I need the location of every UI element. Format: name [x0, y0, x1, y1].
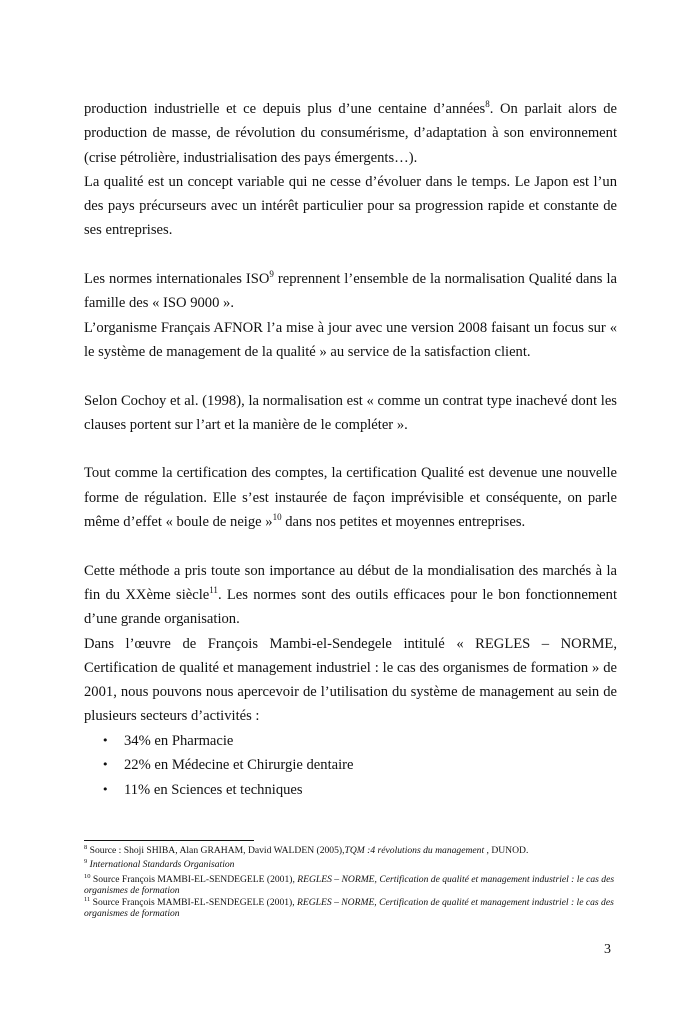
bullet-icon: • — [102, 758, 109, 772]
paragraph-intro: production industrielle et ce depuis plus d’une centaine d’années$^8$. On parlait alors de production de masse, de révolution du consumérisme, d’adaptation à son environnement (crise pétrolière, industrialisation des pays émergents…). — [84, 99, 617, 166]
bullet-icon: • — [102, 733, 109, 747]
footnote-ref-8[interactable]: 8 — [485, 99, 490, 109]
page-body — [84, 97, 617, 803]
page-number: 3 — [604, 942, 611, 957]
footnote-ref-11[interactable]: 11 — [209, 584, 218, 595]
paragraph-afnor: L’organisme Français AFNOR l’a mise à jour avec une version 2008 faisant un focus sur « le système de management de la qualité » au service de la satisfaction client. — [84, 319, 617, 360]
footnote-8: $^8$ Source : Shoji SHIBA, Alan GRAHAM, David WALDEN (2005),TQM :4 révolutions du management , DUNOD. — [84, 844, 529, 856]
paragraph-mambi-work: Dans l’œuvre de François Mambi-el-Sendegele intitulé « REGLES – NORME, Certification de qualité et management industriel : le cas des organismes de formation » de 2001, nous pouvons nous apercevoir de l’utilisation du système de management au sein de plusieurs secteurs d’activités : — [84, 635, 617, 725]
list-item: • 22% en Médecine et Chirurgie dentaire — [84, 753, 617, 778]
footnote-ref-9[interactable]: 9 — [269, 269, 274, 280]
list-item: • 34% en Pharmacie — [84, 729, 617, 754]
footnote-11: $^{11}$ Source François MAMBI-EL-SENDEGELE (2001), REGLES – NORME, Certification de qualité et management industriel : le cas des organismes de formation — [84, 895, 614, 920]
paragraph-quality-concept: La qualité est un concept variable qui ne cesse d’évoluer dans le temps. Le Japon est l’un des pays précurseurs avec un intérêt particulier pour sa progression rapide et constante de ses entreprises. — [84, 173, 617, 239]
list-item: • 11% en Sciences et techniques — [84, 778, 617, 803]
footnote-separator — [84, 840, 254, 841]
paragraph-globalisation: Cette méthode a pris toute son importance au début de la mondialisation des marchés à la fin du XXème siècle$^{11}$. Les normes sont des outils efficaces pour le bon fonctionnement d’une grande organisation. — [84, 562, 617, 628]
sector-list — [84, 729, 617, 803]
paragraph-iso-norms: Les normes internationales ISO$^9$ reprennent l’ensemble de la normalisation Qualité dans la famille des « ISO 9000 ». — [84, 269, 618, 312]
footnote-10: $^{10}$ Source François MAMBI-EL-SENDEGELE (2001), REGLES – NORME, Certification de qualité et management industriel : le cas des organismes de formation — [84, 872, 615, 897]
footnotes — [84, 845, 624, 922]
footnote-ref-10[interactable]: 10 — [272, 512, 282, 523]
bullet-icon: • — [102, 782, 109, 796]
footnote-9: $^9$ International Standards Organisation — [84, 858, 235, 871]
paragraph-certification: Tout comme la certification des comptes, la certification Qualité est devenue une nouvelle forme de régulation. Elle s’est instaurée de façon imprévisible et conséquente, on parle même d’effet « boule de neige »$^{10}$ dans nos petites et moyennes entreprises. — [84, 465, 617, 531]
paragraph-cochoy-quote: Selon Cochoy et al. (1998), la normalisation est « comme un contrat type inachevé dont les clauses portent sur l’art et la manière de le compléter ». — [84, 392, 617, 433]
